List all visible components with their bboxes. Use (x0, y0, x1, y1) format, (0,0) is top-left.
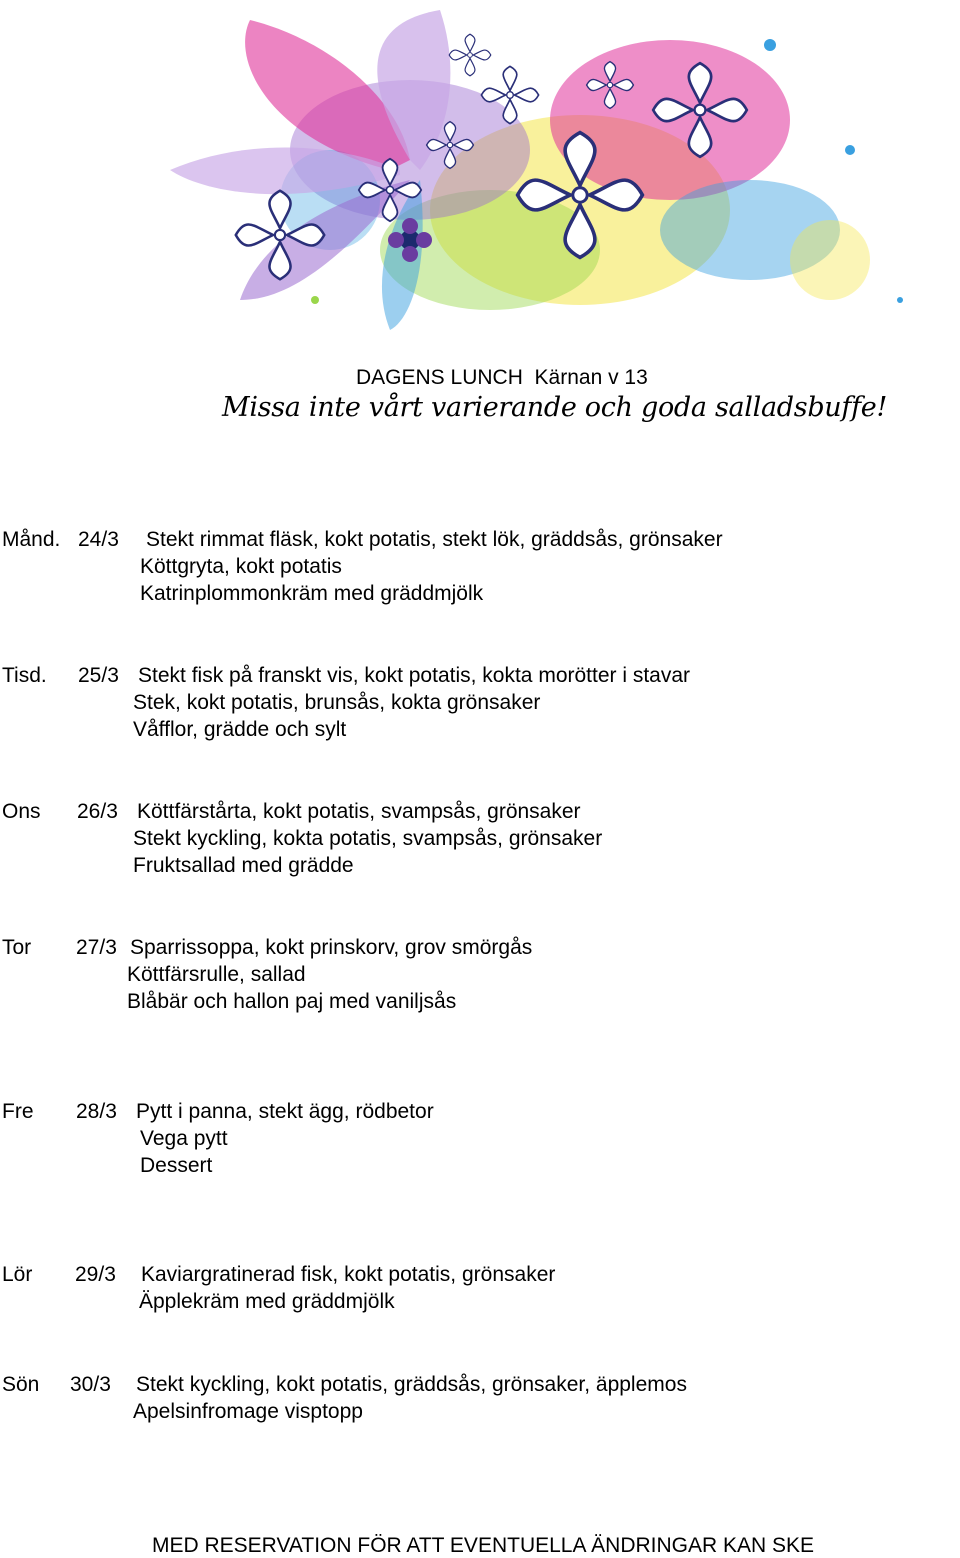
dish-dessert: Katrinplommonkräm med gräddmjölk (140, 582, 484, 605)
day-label: Sön (2, 1373, 40, 1396)
dish-alt: Stek, kokt potatis, brunsås, kokta grönsaker (133, 691, 541, 714)
dish-dessert: Dessert (140, 1154, 213, 1177)
menu-title: DAGENS LUNCH Kärnan v 13 (356, 366, 648, 389)
day-label: Lör (2, 1263, 33, 1286)
date-label: 29/3 (75, 1263, 116, 1286)
dish-main: Köttfärstårta, kokt potatis, svampsås, grönsaker (137, 800, 581, 823)
dish-main: Pytt i panna, stekt ägg, rödbetor (136, 1100, 434, 1123)
day-label: Tisd. (2, 664, 47, 687)
dish-alt: Stekt kyckling, kokta potatis, svampsås, grönsaker (133, 827, 603, 850)
dish-main: Sparrissoppa, kokt prinskorv, grov smörgås (130, 936, 533, 959)
reservation-notice: MED RESERVATION FÖR ATT EVENTUELLA ÄNDRINGAR KAN SKE (152, 1534, 815, 1557)
date-label: 28/3 (76, 1100, 117, 1123)
flower-banner (110, 0, 960, 340)
dish-main: Stekt fisk på franskt vis, kokt potatis, kokta morötter i stavar (138, 664, 691, 687)
salad-buffet-slogan: Missa inte vårt varierande och goda salladsbuffe! (222, 392, 888, 423)
dish-dessert: Apelsinfromage visptopp (133, 1400, 363, 1423)
date-label: 26/3 (77, 800, 118, 823)
dish-main: Stekt kyckling, kokt potatis, gräddsås, grönsaker, äpplemos (136, 1373, 687, 1396)
dish-main: Stekt rimmat fläsk, kokt potatis, stekt lök, gräddsås, grönsaker (146, 528, 723, 551)
dish-dessert: Blåbär och hallon paj med vaniljsås (127, 990, 457, 1013)
dish-main: Kaviargratinerad fisk, kokt potatis, grönsaker (141, 1263, 556, 1286)
day-label: Månd. (2, 528, 61, 551)
dish-dessert: Äpplekräm med gräddmjölk (139, 1290, 395, 1313)
day-label: Ons (2, 800, 41, 823)
date-label: 30/3 (70, 1373, 111, 1396)
dish-dessert: Våfflor, grädde och sylt (133, 718, 347, 741)
day-label: Fre (2, 1100, 34, 1123)
date-label: 24/3 (78, 528, 119, 551)
date-label: 25/3 (78, 664, 119, 687)
dish-alt: Vega pytt (140, 1127, 228, 1150)
date-label: 27/3 (76, 936, 117, 959)
dish-dessert: Fruktsallad med grädde (133, 854, 354, 877)
day-label: Tor (2, 936, 32, 959)
dish-alt: Köttfärsrulle, sallad (127, 963, 306, 986)
dish-alt: Köttgryta, kokt potatis (140, 555, 342, 578)
